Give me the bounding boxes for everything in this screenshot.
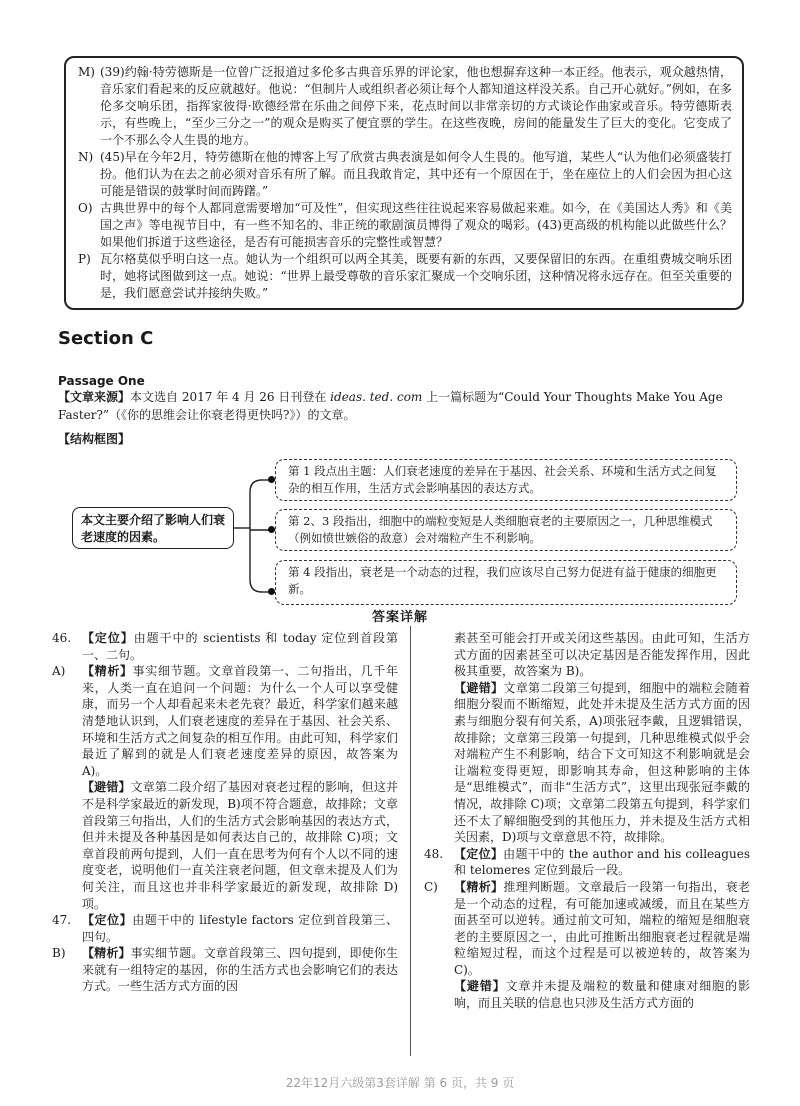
entry-tag: 【定位】	[82, 631, 134, 645]
para-label: P)	[78, 252, 91, 266]
entry-tag: 【精析】	[82, 664, 133, 679]
entry-number: A)	[52, 664, 66, 679]
answers-left-column	[52, 630, 398, 995]
source-tag: 【文章来源】	[58, 390, 131, 404]
source-site: ideas. ted. com	[330, 390, 423, 404]
entry-text: 素甚至可能会打开或关闭这些基因。由此可知，生活方式方面的因素甚至可以决定基因是否能发挥作用，因此极其重要，故答案为 B)。	[454, 631, 750, 679]
entry-number: 48.	[424, 846, 444, 861]
entry-number	[52, 779, 82, 912]
entry-text: 文章第二段第三句提到，细胞中的端粒会随着细胞分裂而不断缩短，此处并未提及生活方式方面的因素与细胞分裂有何关系，A)项张冠李戴，且逻辑错误，故排除；文章第三段第一句提到，几种思维模式似乎会对端粒产生不利影响，结合下文可知这不利影响就是会让端粒变得更短，即影响其寿命，但这种影响的主体是“思维模式”，而非“生活方式”，这里出现张冠李戴的情况，故排除 C)项；文章第二段第五句提到，科学家们还不太了解细胞受到的其他压力，并未提及生活方式相关因素，D)项与文章意思不符，故排除。	[454, 680, 750, 845]
structure-branch-1: 第 1 段点出主题：人们衰老速度的差异在于基因、社会关系、环境和生活方式之间复杂的相互作用，生活方式会影响基因的表达方式。	[275, 459, 737, 501]
answer-header: 答案详解	[371, 610, 428, 625]
structure-central-box: 本文主要介绍了影响人们衰老速度的因素。	[72, 507, 234, 549]
entry-text: 文章第二段介绍了基因对衰老过程的影响，但这并不是科学家最近的新发现，B)项不符合题意，故排除；文章首段第三句指出，人们的生活方式会影响基因的表达方式，但并未提及各种基因是如何表达自己的，故排除 C)项；文章首段前两句提到，人们一直在思考为何有个人以不同的速度变老，说明他们一直关注衰老问题，但文章未提及人们为何关注，而且这也并非科学家最近的新发现，故排除 D)项。	[82, 780, 398, 911]
connector-bracket	[250, 480, 262, 592]
passage-title: Passage One	[58, 374, 145, 388]
structure-label: 【结构框图】	[58, 432, 131, 446]
structure-branch-2: 第 2、3 段指出，细胞中的端粒变短是人类细胞衰老的主要原因之一，几种思维模式（例如愤世嫉俗的敌意）会对端粒产生不利影响。	[275, 509, 737, 551]
entry-text: 推理判断题。文章最后一段第一句指出，衰老是一个动态的过程，有可能加速或减缓，而且在某些方面甚至可以逆转。通过前文可知，端粒的缩短是细胞衰老的主要原因之一，由此可推断出细胞衰老过程就是端粒缩短过程，而这个过程是可以被逆转的，故答案为 C)。	[454, 879, 750, 977]
para-label: M)	[78, 65, 95, 79]
entry-text: 事实细节题。文章首段第一、二句指出，几千年来，人类一直在追问一个问题：为什么一个人可以享受健康，而另一个人却看起来未老先衰？最近，科学家们越来越清楚地认识到，人们衰老速度的差异在于基因、社会关系、环境和生活方式之间复杂的相互作用。由此可知，科学家们最近了解到的就是人们衰老速度差异的原因，故答案为 A)。	[82, 664, 398, 778]
entry-tag: 【避错】	[454, 979, 506, 994]
entry-number: C)	[424, 879, 438, 894]
para-text: (39)约翰·特劳德斯是一位曾广泛报道过多伦多古典音乐界的评论家，他也想摒弃这种一本正经。他表示，观众越热情，音乐家们看起来的反应就越好。他说：“但制片人或组织者必须让每个人都知道这样没关系。自己开心就好。”例如，在多伦多交响乐团，指挥家彼得·欧德经常在乐曲之间停下来，花点时间以非常亲切的方式谈论作曲家或音乐。特劳德斯表示，有些晚上，“至少三分之一”的观众是购买了便宜票的学生。在这些夜晚，房间的能量发生了巨大的变化。它变成了一个不那么令人生畏的地方。	[100, 65, 732, 147]
para-label: O)	[78, 201, 93, 215]
entry-tag: 【避错】	[82, 780, 131, 795]
answer-entry	[52, 945, 398, 995]
entry-text: 文章并未提及端粒的数量和健康对细胞的影响，而且关联的信息也只涉及生活方式方面的	[454, 979, 750, 1011]
entry-tag: 【定位】	[82, 913, 133, 928]
answer-entry	[52, 663, 398, 779]
entry-text: 事实细节题。文章首段第三、四句提到，即使你生来就有一组特定的基因，你的生活方式也会影响它们的表达方式。一些生活方式方面的因	[82, 946, 398, 994]
entry-number	[424, 978, 454, 1011]
page-footer: 22年12月六级第3套详解 第 6 页，共 9 页	[285, 1076, 515, 1090]
answer-entry	[52, 912, 398, 945]
entry-text: 由题干中的 lifestyle factors 定位到首段第三、四句。	[82, 913, 398, 944]
para-text: 古典世界中的每个人都同意需要增加“可及性”，但实现这些往往说起来容易做起来难。如今，在《美国达人秀》和《美国之声》等电视节目中，有一些不知名的、非正统的歌剧演员博得了观众的喝彩。(43)更高级的机构能以此做些什么？如果他们拆道于这些途径，是否有可能损害音乐的完整性或智慧？	[100, 201, 732, 249]
entry-number: B)	[52, 946, 66, 961]
section-title: Section C	[58, 328, 154, 349]
entry-number	[424, 680, 454, 846]
answer-entry	[52, 779, 398, 912]
bullet-dot-icon	[268, 588, 275, 595]
answer-entry	[424, 630, 750, 680]
entry-text: 由题干中的 the author and his colleagues 和 telomeres 定位到最后一段。	[454, 846, 750, 878]
bullet-dot-icon	[268, 526, 275, 533]
answer-entry	[424, 879, 750, 979]
entry-number: 46.	[52, 631, 72, 645]
bullet-dot-icon	[268, 476, 275, 483]
para-label: N)	[78, 150, 94, 164]
entry-number	[424, 630, 454, 680]
answer-entry	[424, 680, 750, 846]
entry-tag: 【精析】	[82, 946, 131, 961]
answer-entry	[52, 630, 398, 663]
entry-tag: 【避错】	[454, 680, 504, 695]
column-divider	[410, 626, 411, 1056]
entry-tag: 【精析】	[454, 879, 504, 894]
answer-entry	[424, 978, 750, 1011]
para-text: (45)早在今年2月，特劳德斯在他的博客上写了欣赏古典表演是如何令人生畏的。他写道，某些人“认为他们必须盛装打扮。他们认为在去之前必须对音乐有所了解。而且我敢肯定，其中还有一个原因在于，坐在座位上的人们会因为担心这可能是错误的鼓掌时间而踌躇。”	[100, 150, 732, 198]
para-text: 瓦尔格莫似乎明白这一点。她认为一个组织可以两全其美，既要有新的东西，又要保留旧的东西。在重组费城交响乐团时，她将试图做到这一点。她说：“世界上最受尊敬的音乐家汇聚成一个交响乐团，这种情况将永远存在。但至关重要的是，我们愿意尝试并接纳失败。”	[100, 252, 732, 300]
entry-number: 47.	[52, 913, 72, 928]
entry-tag: 【定位】	[454, 846, 504, 861]
answers-right-column	[424, 630, 750, 1012]
structure-branch-3: 第 4 段指出，衰老是一个动态的过程，我们应该尽自己努力促进有益于健康的细胞更新。	[275, 560, 737, 605]
answer-entry	[424, 846, 750, 879]
entry-text: 由题干中的 scientists 和 today 定位到首段第一、二句。	[82, 631, 398, 662]
source-pre: 本文选自 2017 年 4 月 26 日刊登在	[130, 390, 331, 404]
source-post: 上一篇标题为“Could Your Thoughts Make You Age Faster?”（《你的思维会让你衰老得更快吗?》）的文章。	[58, 390, 723, 422]
